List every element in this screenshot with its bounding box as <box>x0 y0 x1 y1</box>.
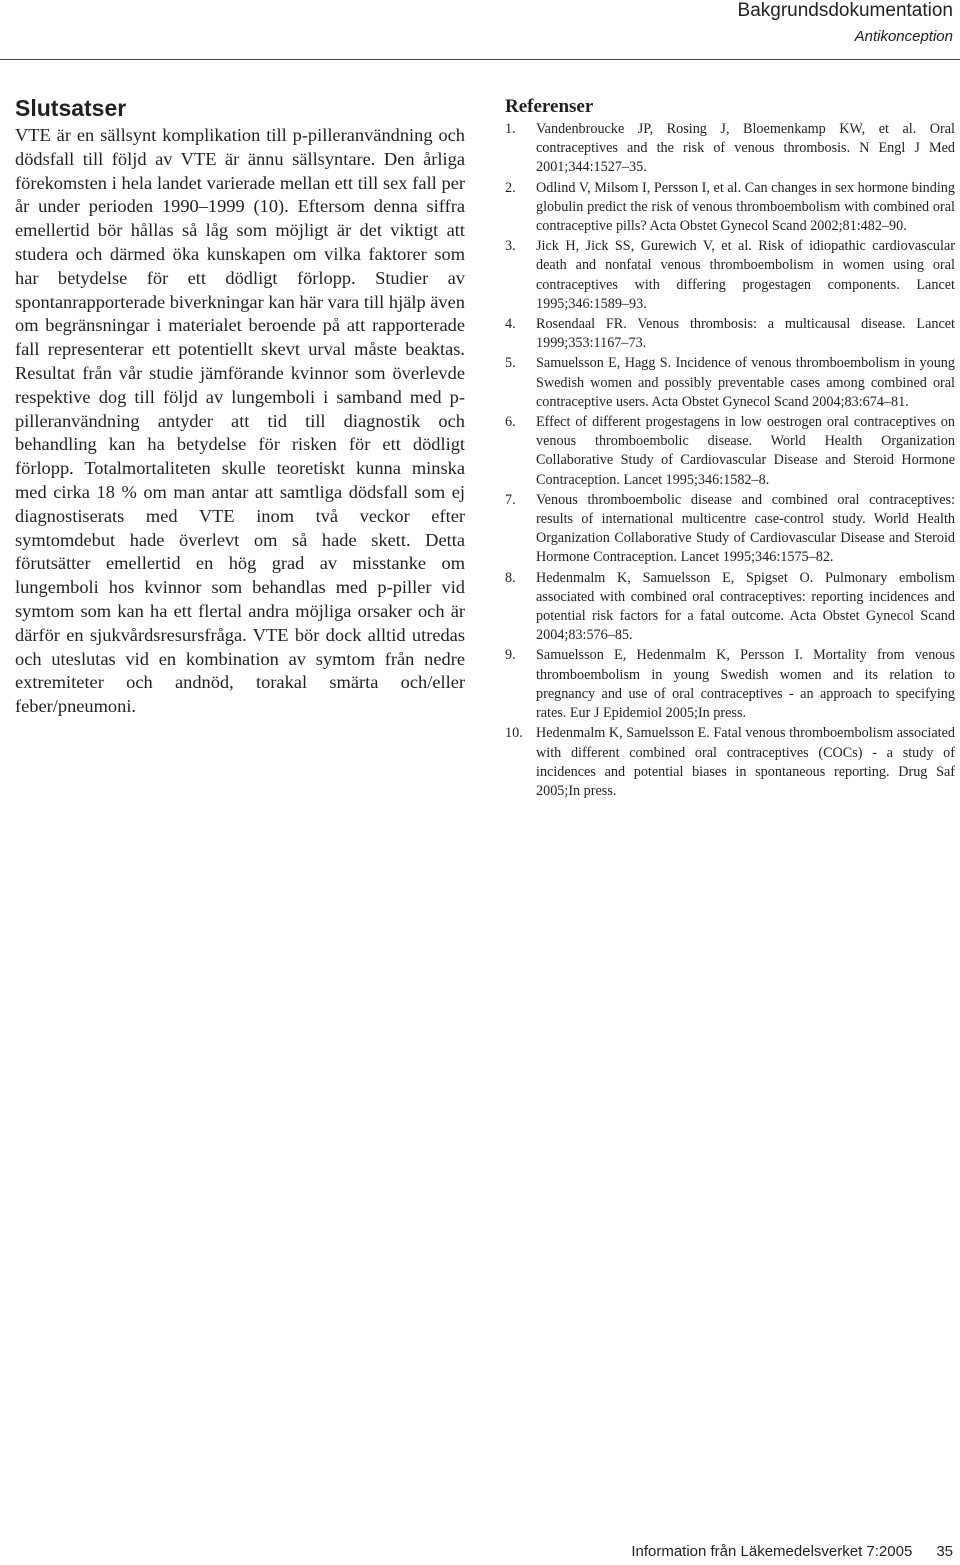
reference-item <box>505 354 955 412</box>
reference-number: 6. <box>505 414 516 431</box>
reference-item <box>505 724 955 801</box>
reference-number: 1. <box>505 121 516 137</box>
footer-publication: Information från Läkemedelsverket 7:2005 <box>631 1543 913 1560</box>
reference-number: 4. <box>505 316 516 333</box>
page-number: 35 <box>936 1543 953 1560</box>
reference-text: Jick H, Jick SS, Gurewich V, et al. Risk of idiopathic cardiovascular death and nonfatal venous thromboembolism in women using oral contraceptives with differing progestagen components. Lancet 1995;346:1589–93. <box>536 238 955 312</box>
reference-number: 8. <box>505 569 516 586</box>
page-footer <box>631 1542 953 1562</box>
reference-number: 5. <box>505 355 516 372</box>
reference-item <box>505 237 955 314</box>
reference-number: 9. <box>505 647 516 664</box>
references-title: Referenser <box>505 96 594 117</box>
reference-text: Hedenmalm K, Samuelsson E. Fatal venous thromboembolism associated with different combined oral contraceptives (COCs) - a study of incidences and potential biases in spontaneous reporting. Drug Saf 2005;In press. <box>536 725 955 799</box>
conclusions-section <box>15 94 465 719</box>
reference-text: Venous thromboembolic disease and combined oral contraceptives: results of international multicentre case-control study. World Health Organization Collaborative Study of Cardiovascular Disease and Steroid Hormone Contraception. Lancet 1995;346:1575–82. <box>536 491 955 566</box>
reference-item <box>505 120 955 178</box>
reference-item <box>505 315 955 353</box>
header-divider <box>0 59 960 60</box>
reference-item <box>505 179 955 237</box>
reference-item <box>505 646 955 723</box>
reference-text: Effect of different progestagens in low oestrogen oral contraceptives on venous thromboembolic disease. World Health Organization Collaborative Study of Cardiovascular Disease and Steroid Hormone Contraception. Lancet 1995;346:1582–8. <box>536 414 955 488</box>
reference-text: Samuelsson E, Hagg S. Incidence of venous thromboembolism in young Swedish women and possibly preventable cases among combined oral contraceptive users. Acta Obstet Gynecol Scand 2004;83:674–81. <box>536 355 955 410</box>
header-title: Bakgrundsdokumentation <box>737 0 953 21</box>
reference-text: Odlind V, Milsom I, Persson I, et al. Can changes in sex hormone binding globulin predict the risk of venous thromboembolism with combined oral contraceptive pills? Acta Obstet Gynecol Scand 2002;81:482–90. <box>536 179 955 235</box>
conclusions-text: VTE är en sällsynt komplikation till p-pilleranvändning och dödsfall till följd av VTE är ännu sällsyntare. Den årliga förekomsten i hela landet varierade mellan ett till sex fall per år under perioden 1990–1999 (10). Eftersom denna siffra emellertid bör hållas så låg som möjligt är det viktigt att studera och därmed öka kunskapen om vilka faktorer som har betydelse för ett dödligt förlopp. Studier av spontanrapporterade biverkningar kan här vara till hjälp även om begränsningar i materialet beroende på att rapporterade fall representerar ett potentiellt skevt urval måste beaktas. Resultat från vår studie jämförande kvinnor som överlevde respektive dog till följd av lungemboli i samband med p-pilleranvändning antyder att tid till diagnostik och behandling kan ha betydelse för risken för ett dödligt förlopp. Totalmortaliteten skulle teoretiskt kunna minska med cirka 18 % om man antar att samtliga dödsfall som ej diagnostiserats med VTE inom två veckor efter symtomdebut hade överlevt om så hade skett. Detta förutsätter emellertid en hög grad av misstanke om lungemboli hos kvinnor som behandlas med p-piller vid symtom som kan ha ett flertal andra möjliga orsaker och är därför en sjukvårdsresursfråga. VTE bör dock alltid utredas och uteslutas vid en kombination av symtom från nedre extremiteter och andnöd, torakal smärta och/eller feber/pneumoni. <box>15 125 465 717</box>
references-section <box>505 96 955 802</box>
reference-text: Vandenbroucke JP, Rosing J, Bloemenkamp KW, et al. Oral contraceptives and the risk of venous thrombosis. N Engl J Med 2001;344:1527–35. <box>536 121 955 176</box>
references-list <box>505 120 955 801</box>
reference-text: Rosendaal FR. Venous thrombosis: a multicausal disease. Lancet 1999;353:1167–73. <box>536 316 955 352</box>
reference-number: 3. <box>505 238 516 255</box>
conclusions-title: Slutsatser <box>15 95 127 121</box>
reference-number: 10. <box>505 725 523 742</box>
page-header <box>738 0 953 47</box>
reference-number: 2. <box>505 179 516 196</box>
header-subtitle: Antikonception <box>854 28 953 45</box>
reference-item <box>505 413 955 490</box>
reference-text: Hedenmalm K, Samuelsson E, Spigset O. Pulmonary embolism associated with combined oral contraceptives: reporting incidences and potential risk factors for a fatal outcome. Acta Obstet Gynecol Scand 2004;83:576–85. <box>536 569 955 644</box>
reference-number: 7. <box>505 491 516 508</box>
reference-item <box>505 569 955 646</box>
reference-text: Samuelsson E, Hedenmalm K, Persson I. Mortality from venous thromboembolism in young Swedish women and its relation to pregnancy and use of oral contraceptives - an approach to specifying rates. Eur J Epidemiol 2005;In press. <box>536 647 955 722</box>
reference-item <box>505 491 955 568</box>
